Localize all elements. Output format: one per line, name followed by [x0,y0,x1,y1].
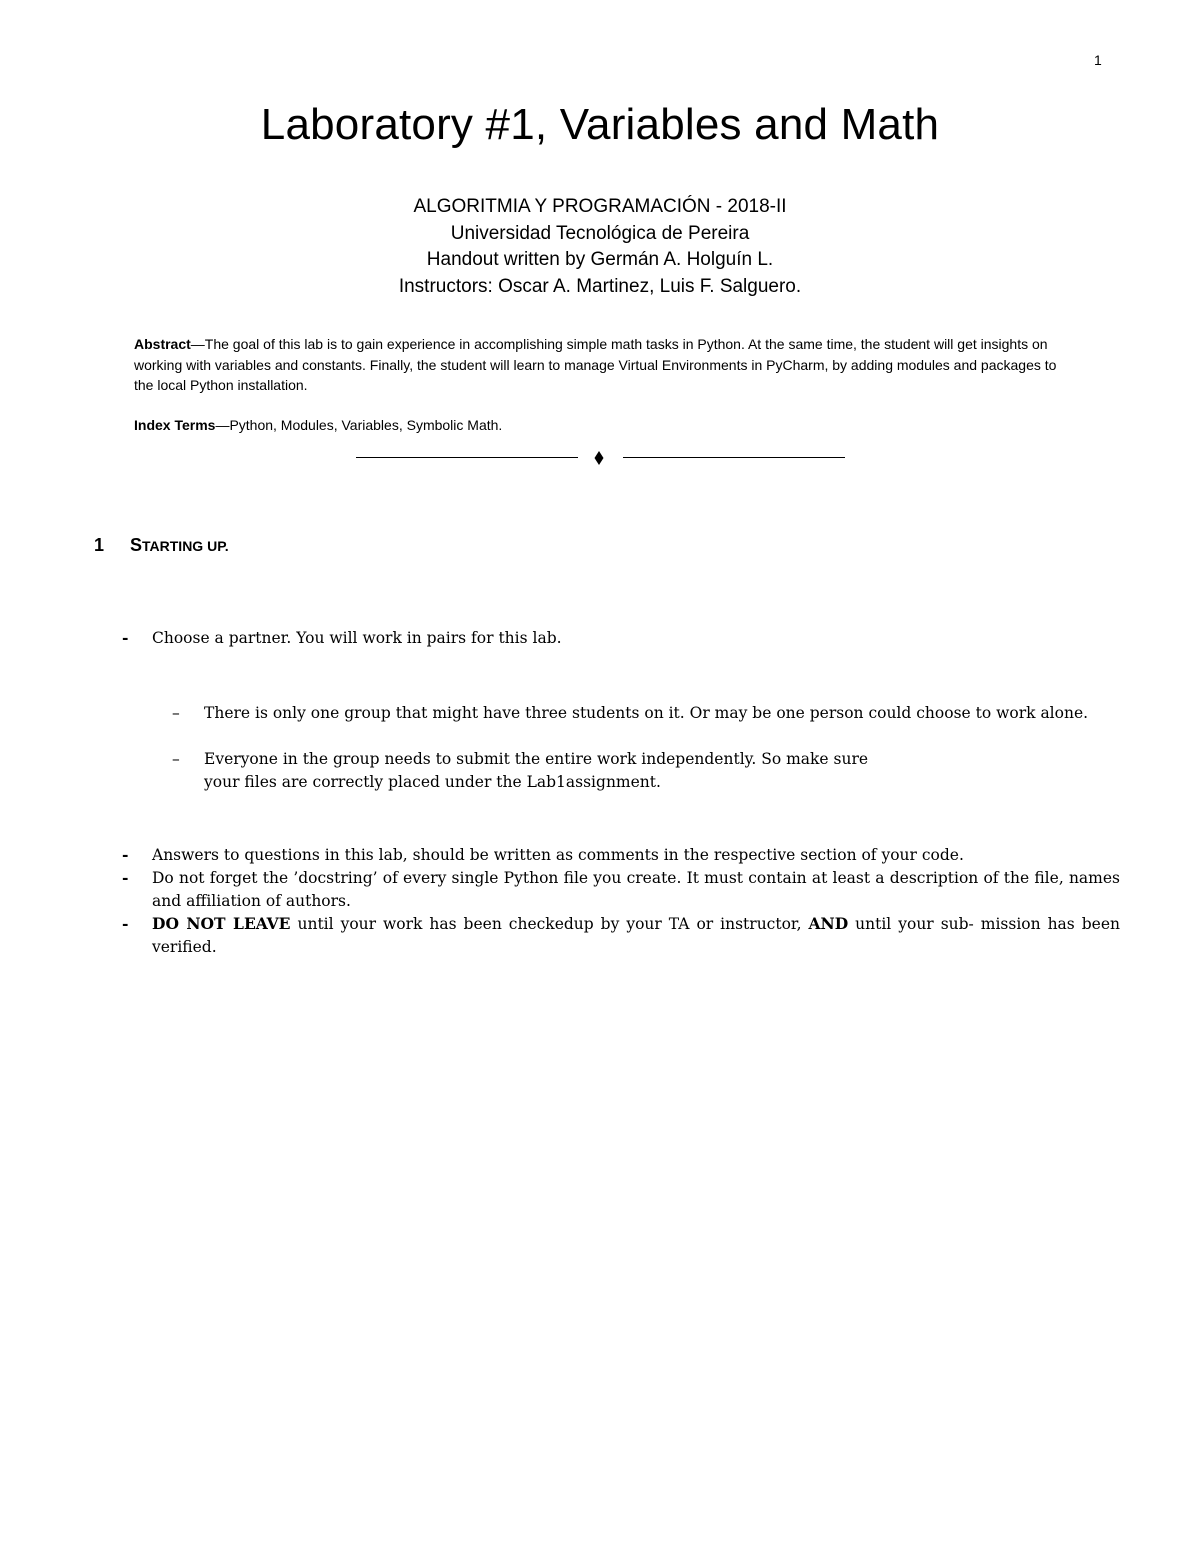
page-number: 1 [1094,52,1102,68]
bullet-text-leave [152,913,1120,958]
abstract-text: The goal of this lab is to gain experience in accomplishing simple math tasks in Python. At the same time, the student will get insights on working with variables and constants. Finally, the student will learn to manage Virtual Environments in PyCharm, by adding modules and packages to the local Python installation. [134,336,1057,393]
bullet-mark: - [122,845,129,864]
title-block [0,194,1200,300]
bullet-mark: - [122,868,129,887]
bullet-mark: - [122,914,129,933]
section-title-initial: S [130,535,143,555]
divider-line-right [623,457,845,458]
sub-bullet-mark: – [172,750,180,768]
course-line: ALGORITMIA Y PROGRAMACIÓN - 2018-II [413,196,787,217]
sub-bullet-text-everyone [204,748,934,793]
section-heading [94,535,229,556]
diamond-icon [592,451,606,465]
abstract-dash: — [190,336,205,352]
instructors-line: Instructors: Oscar A. Martinez, Luis F. Salguero. [398,275,802,297]
divider-line-left [356,457,578,458]
author-line: Handout written by Germán A. Holguín L. [426,249,774,270]
abstract [134,334,1064,396]
document-title: Laboratory #1, Variables and Math [260,100,940,149]
leave-text-end: until your sub- mission has been verified. [152,915,1120,956]
bullet-text-partner: Choose a partner. You will work in pairs for this lab. [152,629,562,647]
index-terms [134,417,1064,433]
sub-bullet-text-everyone-line1: Everyone in the group needs to submit the entire work independently. So make sure [204,750,869,768]
index-terms-text: Python, Modules, Variables, Symbolic Math. [229,417,503,433]
sub-bullet-text-everyone-line2: your files are correctly placed under the Lab1assignment. [204,772,661,791]
section-divider [356,449,846,469]
and-emphasis: AND [808,914,849,933]
bullet-mark: - [122,628,129,647]
index-terms-label: Index Terms [134,417,216,433]
leave-text-mid: until your work has been checkedup by your TA or instructor, [290,915,809,933]
bullet-text-answers: Answers to questions in this lab, should be written as comments in the respective section of your code. [152,846,964,864]
university-line: Universidad Tecnológica de Pereira [450,222,750,244]
section-title-rest: TARTING UP. [142,538,229,554]
bullet-text-docstring: Do not forget the ’docstring’ of every single Python file you create. It must contain at least a description of the file, names and affiliation of authors. [152,869,1120,910]
sub-bullet-text-three: There is only one group that might have three students on it. Or may be one person could choose to work alone. [204,704,1089,722]
sub-bullet-mark: – [172,704,180,722]
index-terms-dash: — [215,417,230,433]
section-number: 1 [94,535,105,555]
abstract-label: Abstract [134,336,191,352]
leave-emphasis: DO NOT LEAVE [152,914,291,933]
